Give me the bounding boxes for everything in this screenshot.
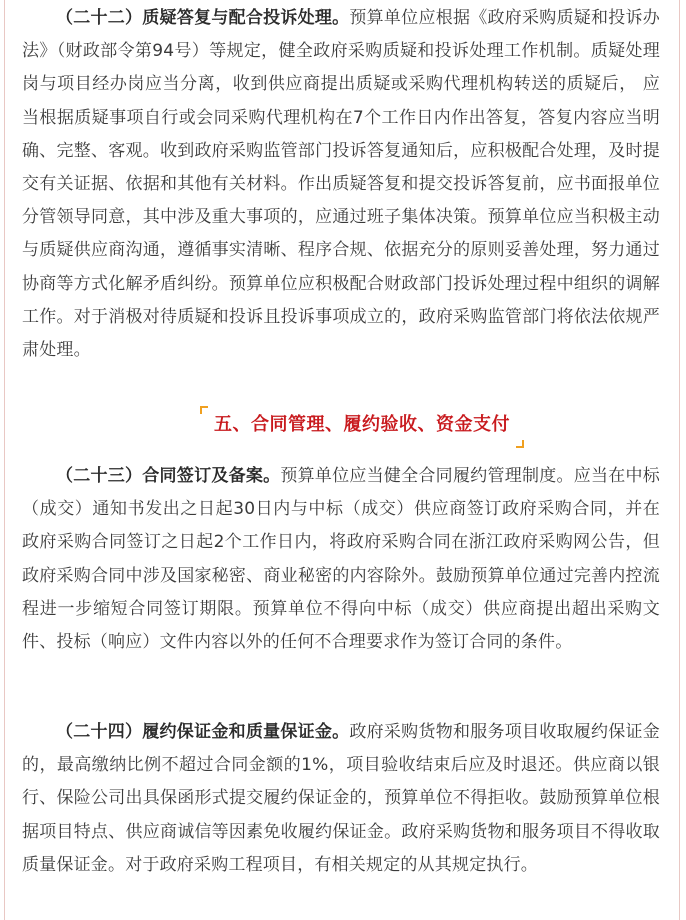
section-23-body: 预算单位应当健全合同履约管理制度。应当在中标（成交）通知书发出之日起30日内与中标（成交）供应商签订政府采购合同，并在政府采购合同签订之日起2个工作日内，将政府采购合同在浙江政府采购网公告，但政府采购合同中涉及国家秘密、商业秘密的内容除外。鼓励预算单位通过完善内控流程进一步缩短合同签订期限。预算单位不得向中标（成交）供应商提出超出采购文件、投标（响应）文件内容以外的任何不合理要求作为签订合同的条件。 [22,466,660,653]
paragraph-section-22 [22,2,660,367]
paragraph-section-24 [22,716,660,882]
heading-corner-bottom-right-decoration [516,440,524,448]
section-22-title: （二十二）质疑答复与配合投诉处理。 [56,8,350,28]
section-24-body: 政府采购货物和服务项目收取履约保证金的，最高缴纳比例不超过合同金额的1%，项目验收结束后应及时退还。供应商以银行、保险公司出具保函形式提交履约保证金的，预算单位不得拒收。鼓励预算单位根据项目特点、供应商诚信等因素免收履约保证金。政府采购货物和服务项目不得收取质量保证金。对于政府采购工程项目，有相关规定的从其规定执行。 [22,722,660,875]
section-heading-text: 五、合同管理、履约验收、资金支付 [214,414,510,435]
paragraph-section-23 [22,460,660,659]
section-24-title: （二十四）履约保证金和质量保证金。 [56,722,350,742]
section-23-title: （二十三）合同签订及备案。 [56,466,281,486]
section-heading [192,400,532,450]
section-22-body: 预算单位应根据《政府采购质疑和投诉办法》（财政部令第94号）等规定，健全政府采购质疑和投诉处理工作机制。质疑处理岗与项目经办岗应当分离，收到供应商提出质疑或采购代理机构转送的质疑后， 应当根据质疑事项自行或会同采购代理机构在7个工作日内作出答复，答复内容应当明确、完整、客观。收到政府采购监管部门投诉答复通知后，应积极配合处理，及时提交有关证据、依据和其他有关材料。作出质疑答复和提交投诉答复前，应书面报单位分管领导同意，其中涉及重大事项的，应通过班子集体决策。预算单位应当积极主动与质疑供应商沟通，遵循事实清晰、程序合规、依据充分的原则妥善处理，努力通过协商等方式化解矛盾纠纷。预算单位应积极配合财政部门投诉处理过程中组织的调解工作。对于消极对待质疑和投诉且投诉事项成立的，政府采购监管部门将依法依规严肃处理。 [22,8,660,361]
